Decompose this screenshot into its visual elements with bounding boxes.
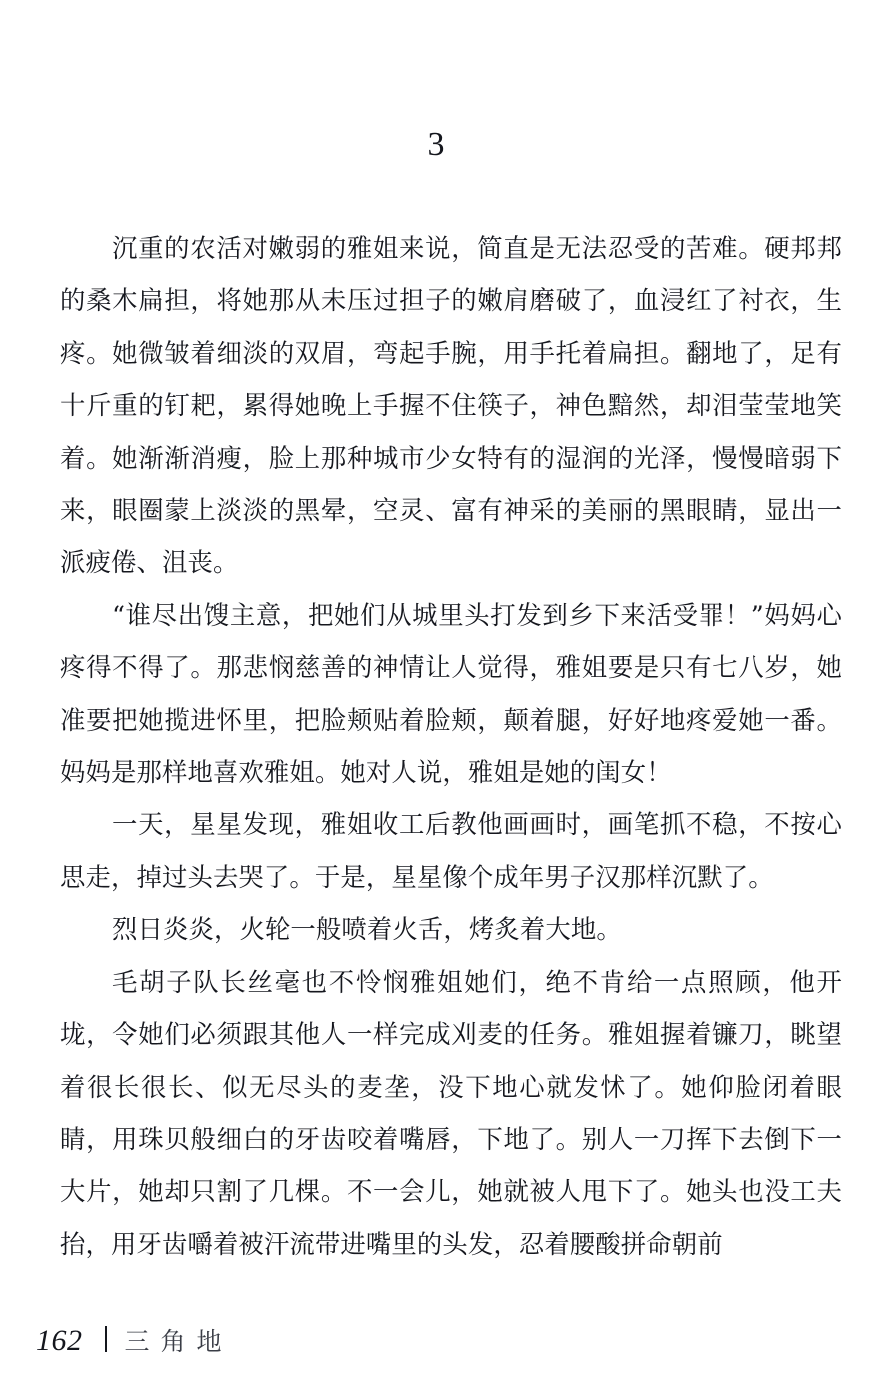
paragraph: “谁尽出馊主意，把她们从城里头打发到乡下来活受罪！”妈妈心疼得不得了。那悲悯慈善的神情让人觉得，雅姐要是只有七八岁，她准要把她揽进怀里，把脸颊贴着脸颊，颠着腿，好好地疼爱她一番。妈妈是那样地喜欢雅姐。她对人说，雅姐是她的闺女！ — [60, 599, 842, 788]
section-number-heading: 3 — [427, 126, 445, 163]
paragraph: 沉重的农活对嫩弱的雅姐来说，简直是无法忍受的苦难。硬邦邦的桑木扁担，将她那从未压过担子的嫩肩磨破了，血浸红了衬衣，生疼。她微皱着细淡的双眉，弯起手腕，用手托着扁担。翻地了，足有十斤重的钉耙，累得她晚上手握不住筷子，神色黯然，却泪莹莹地笑着。她渐渐消瘦，脸上那种城市少女特有的湿润的光泽，慢慢暗弱下来，眼圈蒙上淡淡的黑晕，空灵、富有神采的美丽的黑眼睛，显出一派疲倦、沮丧。 — [60, 233, 842, 578]
paragraph: 毛胡子队长丝毫也不怜悯雅姐她们，绝不肯给一点照顾，他开垅，令她们必须跟其他人一样完成刈麦的任务。雅姐握着镰刀，眺望着很长很长、似无尽头的麦垄，没下地心就发怵了。她仰脸闭着眼睛，用珠贝般细白的牙齿咬着嘴唇，下地了。别人一刀挥下去倒下一大片，她却只割了几棵。不一会儿，她就被人甩下了。她头也没工夫抬，用牙齿嚼着被汗流带进嘴里的头发，忍着腰酸拼命朝前 — [60, 966, 842, 1259]
book-title: 三角地 — [124, 1327, 233, 1356]
paragraph: 烈日炎炎，火轮一般喷着火舌，烤炙着大地。 — [112, 914, 622, 945]
page-footer — [36, 1322, 233, 1360]
paragraph: 一天，星星发现，雅姐收工后教他画画时，画笔抓不稳，不按心思走，掉过头去哭了。于是，星星像个成年男子汉那样沉默了。 — [60, 809, 842, 892]
body-text-block — [60, 222, 842, 1270]
vertical-bar-icon — [105, 1326, 107, 1352]
page-number: 162 — [36, 1324, 83, 1357]
